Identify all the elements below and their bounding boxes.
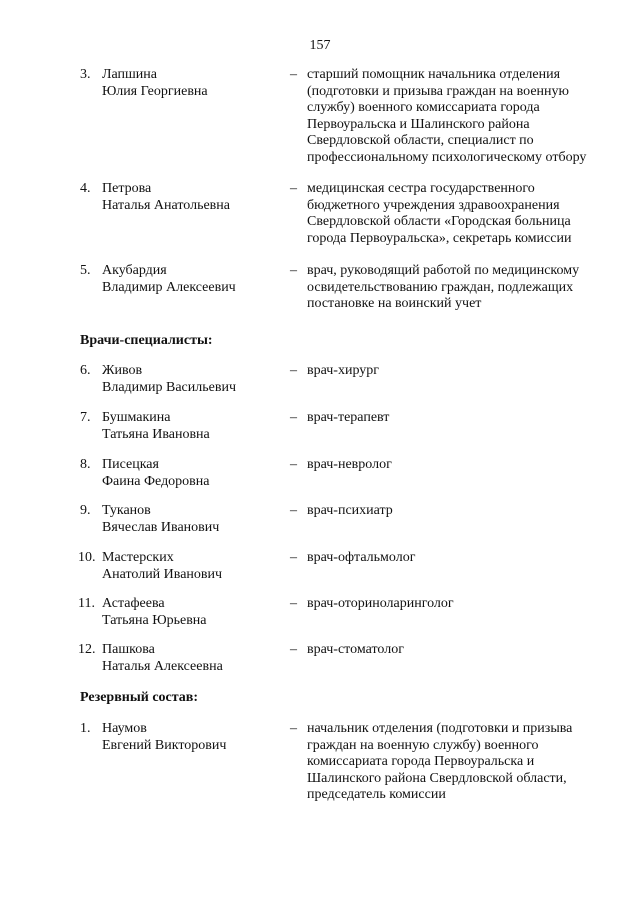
given-names: Вячеслав Иванович [102, 519, 220, 535]
dash: – [290, 503, 297, 518]
surname: Мастерских [102, 550, 174, 565]
dash: – [290, 363, 297, 378]
desc-line: службу) военного комиссариата города [307, 100, 540, 115]
given-names: Татьяна Ивановна [102, 426, 210, 442]
desc-line: медицинская сестра государственного [307, 181, 535, 196]
position-description [307, 263, 617, 313]
desc-line: врач-психиатр [307, 503, 393, 518]
given-names: Владимир Алексеевич [102, 279, 236, 295]
surname: Лапшина [102, 67, 157, 82]
person-name [102, 410, 282, 443]
position-description [307, 363, 617, 380]
person-name [102, 550, 282, 583]
entry-number: 4. [80, 181, 91, 196]
dash: – [290, 410, 297, 425]
desc-line: Свердловской области «Городская больница [307, 214, 571, 229]
surname: Астафеева [102, 596, 165, 611]
position-description [307, 181, 617, 247]
person-name [102, 67, 282, 100]
dash: – [290, 550, 297, 565]
entry-number: 3. [80, 67, 91, 82]
dash: – [290, 596, 297, 611]
entry-number: 12. [78, 642, 96, 657]
desc-line: врач, руководящий работой по медицинскому [307, 263, 580, 278]
person-name [102, 263, 282, 296]
person-name [102, 721, 282, 754]
dash: – [290, 642, 297, 657]
entry-number: 6. [80, 363, 91, 378]
surname: Петрова [102, 181, 152, 196]
position-description [307, 503, 617, 520]
entry-number: 10. [78, 550, 96, 565]
position-description [307, 67, 617, 166]
person-name [102, 181, 282, 214]
dash: – [290, 67, 297, 82]
position-description [307, 596, 617, 613]
entry-number: 7. [80, 410, 91, 425]
desc-line: врач-офтальмолог [307, 550, 416, 565]
entry-number: 11. [78, 596, 95, 611]
dash: – [290, 181, 297, 196]
desc-line: врач-оториноларинголог [307, 596, 454, 611]
desc-line: города Первоуральска», секретарь комиссии [307, 230, 572, 246]
position-description [307, 721, 617, 804]
person-name [102, 596, 282, 629]
given-names: Наталья Анатольевна [102, 197, 231, 213]
position-description [307, 642, 617, 659]
entry-number: 5. [80, 263, 91, 278]
surname: Наумов [102, 721, 147, 736]
desc-line: председатель комиссии [307, 787, 446, 802]
entry-number: 8. [80, 457, 91, 472]
desc-line: врач-стоматолог [307, 642, 404, 657]
page-number: 157 [309, 38, 331, 53]
person-name [102, 503, 282, 536]
desc-line: бюджетного учреждения здравоохранения [307, 197, 560, 213]
desc-line: старший помощник начальника отделения [307, 67, 561, 82]
position-description [307, 457, 617, 474]
desc-line: врач-невролог [307, 457, 392, 472]
surname: Акубардия [102, 263, 167, 278]
surname: Живов [102, 363, 143, 378]
dash: – [290, 457, 297, 472]
desc-line: граждан на военную службу) военного [307, 737, 539, 753]
desc-line: Свердловской области, специалист по [307, 133, 534, 148]
person-name [102, 457, 282, 490]
desc-line: комиссариата города Первоуральска и [307, 754, 535, 769]
given-names: Владимир Васильевич [102, 379, 236, 395]
given-names: Евгений Викторович [102, 737, 227, 753]
dash: – [290, 263, 297, 278]
section-heading-reserve: Резервный состав: [80, 690, 199, 705]
position-description [307, 410, 617, 427]
desc-line: постановке на воинский учет [307, 296, 482, 311]
desc-line: врач-хирург [307, 363, 380, 378]
position-description [307, 550, 617, 567]
desc-line: врач-терапевт [307, 410, 390, 425]
desc-line: (подготовки и призыва граждан на военную [307, 83, 569, 99]
given-names: Татьяна Юрьевна [102, 612, 207, 628]
desc-line: профессиональному психологическому отбору [307, 149, 587, 165]
given-names: Юлия Георгиевна [102, 83, 208, 99]
dash: – [290, 721, 297, 736]
given-names: Наталья Алексеевна [102, 658, 223, 674]
surname: Писецкая [102, 457, 159, 472]
given-names: Анатолий Иванович [102, 566, 223, 582]
surname: Бушмакина [102, 410, 171, 425]
desc-line: Шалинского района Свердловской области, [307, 770, 567, 786]
given-names: Фаина Федоровна [102, 473, 210, 489]
section-heading-specialists: Врачи-специалисты: [80, 333, 213, 348]
desc-line: освидетельствованию граждан, подлежащих [307, 279, 574, 295]
entry-number: 9. [80, 503, 91, 518]
person-name [102, 642, 282, 675]
desc-line: начальник отделения (подготовки и призыва [307, 721, 573, 736]
surname: Туканов [102, 503, 151, 518]
desc-line: Первоуральска и Шалинского района [307, 116, 530, 132]
entry-number: 1. [80, 721, 91, 736]
surname: Пашкова [102, 642, 155, 657]
person-name [102, 363, 282, 396]
